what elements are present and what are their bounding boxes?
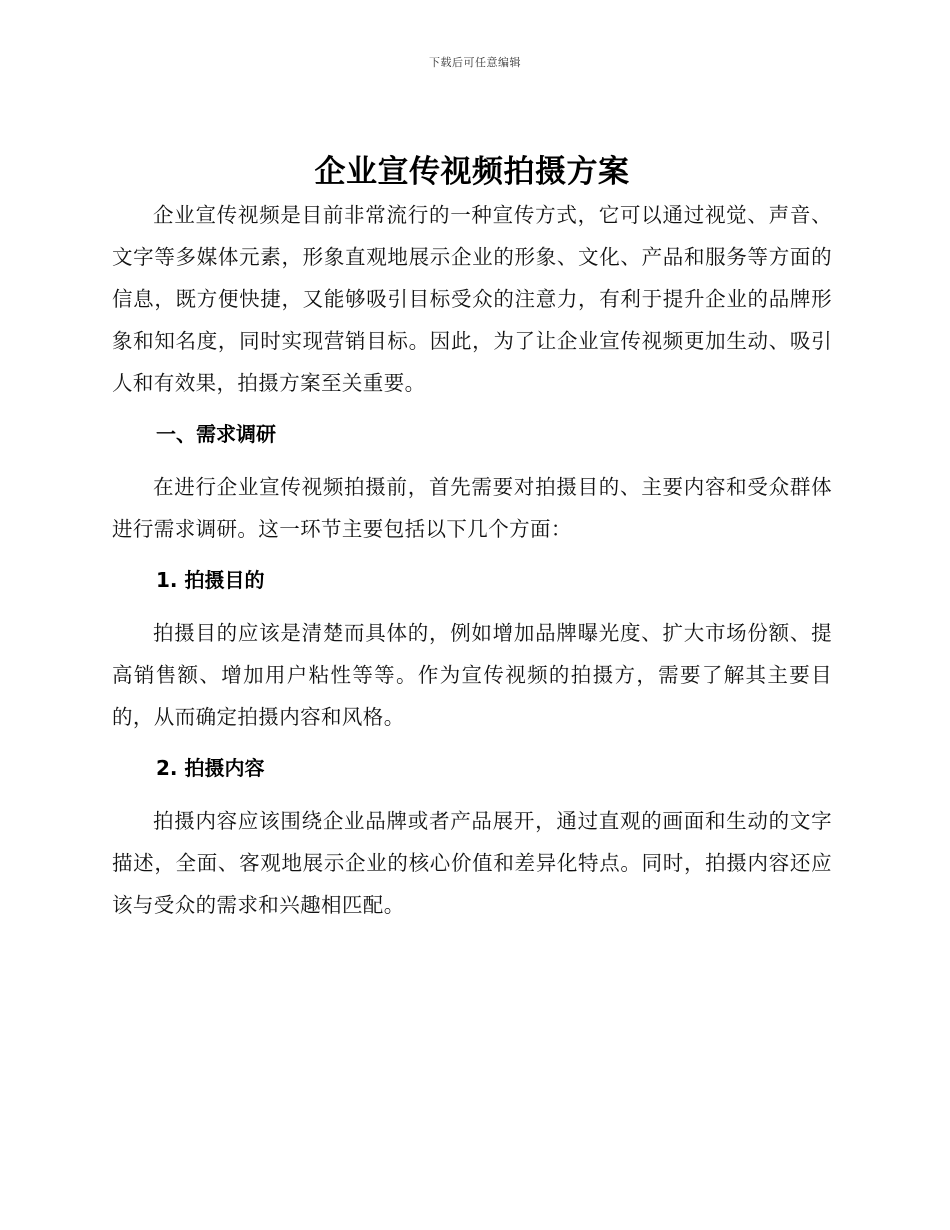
document-title: 企业宣传视频拍摄方案 [314,154,630,190]
document-body [112,150,832,926]
spacer [112,788,832,800]
section-heading-needs-research: 一、需求调研 [156,422,276,446]
shooting-purpose-paragraph: 拍摄目的应该是清楚而具体的，例如增加品牌曝光度、扩大市场份额、提高销售额、增加用户粘性等等。作为宣传视频的拍摄方，需要了解其主要目的，从而确定拍摄内容和风格。 [112,621,832,729]
spacer [112,550,832,560]
spacer [112,738,832,748]
spacer [112,600,832,612]
spacer [112,404,832,414]
header-note: 下载后可任意编辑 [429,56,521,69]
shooting-content-paragraph: 拍摄内容应该围绕企业品牌或者产品展开，通过直观的画面和生动的文字描述，全面、客观地展示企业的核心价值和差异化特点。同时，拍摄内容还应该与受众的需求和兴趣相匹配。 [112,809,832,917]
subheading-shooting-purpose: 1. 拍摄目的 [156,568,265,592]
intro-paragraph: 企业宣传视频是目前非常流行的一种宣传方式，它可以通过视觉、声音、文字等多媒体元素，形象直观地展示企业的形象、文化、产品和服务等方面的信息，既方便快捷，又能够吸引目标受众的注意力，有利于提升企业的品牌形象和知名度，同时实现营销目标。因此，为了让企业宣传视频更加生动、吸引人和有效果，拍摄方案至关重要。 [112,203,832,395]
subheading-shooting-content: 2. 拍摄内容 [156,756,265,780]
needs-research-paragraph: 在进行企业宣传视频拍摄前，首先需要对拍摄目的、主要内容和受众群体进行需求调研。这一环节主要包括以下几个方面： [112,475,832,541]
spacer [112,454,832,466]
